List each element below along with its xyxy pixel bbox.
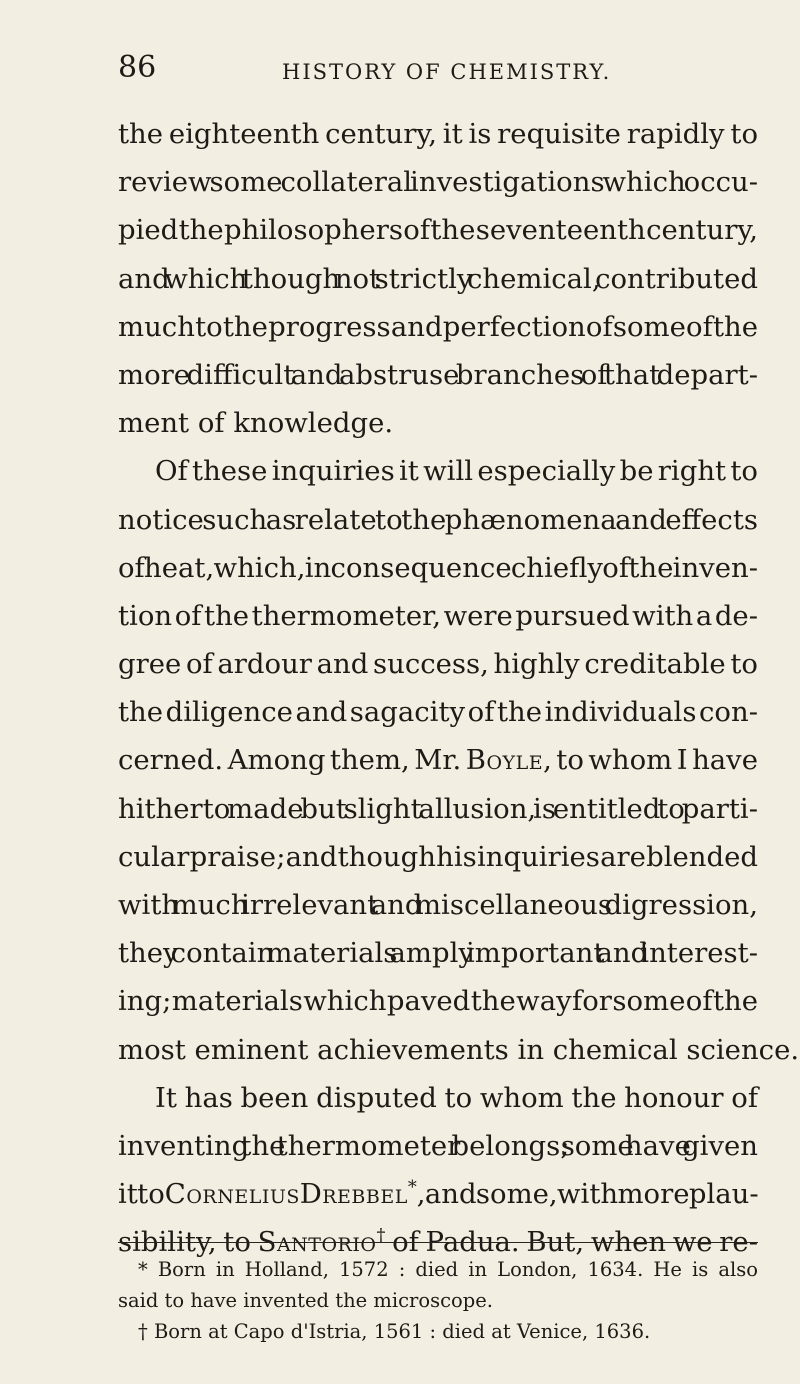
paragraph-start-line: [118, 1074, 758, 1122]
text-line-content: Of these inquiries it will especially be right to: [155, 455, 758, 488]
footnote-drebbel: [118, 1254, 758, 1285]
text-line: [118, 785, 758, 833]
text-line-content: of heat, which, in consequence chiefly of the inven-: [118, 551, 758, 584]
text-line-content: ing; materials which paved the way for some of the: [118, 985, 758, 1018]
person-name-drebbel: Cornelius Drebbel: [164, 1178, 408, 1211]
text-line-content: and which though not strictly chemical, contributed: [118, 262, 758, 295]
footnote-marker: †: [376, 1225, 386, 1247]
text-line-content: the diligence and sagacity of the individuals con-: [118, 696, 758, 729]
footnotes: [118, 1254, 758, 1347]
footnote-text: said to have invented the microscope.: [118, 1289, 493, 1312]
text-line-content: ment of knowledge.: [118, 407, 394, 440]
text-line: [118, 496, 758, 544]
text-line-content: pied the philosophers of the seventeenth century,: [118, 214, 758, 247]
text-line: [118, 881, 758, 929]
text-line: [118, 544, 758, 592]
text-line-content: review some collateral investigations which occu-: [118, 166, 758, 199]
text-line: [118, 255, 758, 303]
text-line: [118, 977, 758, 1025]
text-line: [118, 929, 758, 977]
footnote-text: * Born in Holland, 1572 : died in London, 1634. He is also: [138, 1258, 758, 1281]
text-line-content: tion of the thermometer, were pursued with a de-: [118, 599, 758, 632]
person-name-boyle: Boyle: [465, 744, 544, 777]
text-line-content: gree of ardour and success, highly creditable to: [118, 648, 758, 681]
text-line: [118, 592, 758, 640]
text-line-content: much to the progress and perfection of some of the: [118, 310, 758, 343]
footnote-divider: [118, 1242, 758, 1243]
text-line-content: cular praise ; and though his inquiries are blended: [118, 840, 758, 873]
text-line: [118, 736, 758, 784]
text-line: [118, 351, 758, 399]
body-text: [118, 110, 800, 1267]
text-line-content: [118, 736, 758, 784]
text-line-content: more difficult and abstruse branches of that depart-: [118, 358, 758, 391]
text-line-content: inventing the thermometer belongs; some have given: [118, 1129, 758, 1162]
text-line-content: hitherto made but slight allusion, is entitled to parti-: [118, 792, 758, 825]
text-line: [118, 158, 758, 206]
text-segment: of Padua. But, when we re-: [392, 1226, 759, 1259]
text-line-content: notice such as relate to the phænomena and effects: [118, 503, 758, 536]
running-title: HISTORY OF CHEMISTRY.: [282, 60, 612, 84]
page-number: 86: [118, 50, 157, 85]
person-name-santorio: Santorio: [257, 1226, 377, 1259]
footnote-continuation: [118, 1285, 758, 1316]
text-line: [118, 110, 758, 158]
text-line-content: they contain materials amply important and interest-: [118, 937, 758, 970]
text-line-content: with much irrelevant and miscellaneous digression,: [118, 889, 758, 921]
text-line-content: [118, 1170, 759, 1218]
text-line: [118, 303, 758, 351]
text-segment: it to: [118, 1178, 165, 1211]
text-segment: cerned. Among them, Mr.: [118, 744, 462, 777]
text-line: [118, 206, 758, 254]
text-segment: sibility, to: [118, 1226, 251, 1259]
text-line-content: It has been disputed to whom the honour of: [155, 1081, 758, 1114]
text-line-content: the eighteenth century, it is requisite rapidly to: [118, 118, 758, 150]
text-line: [118, 640, 758, 688]
footnote-text: † Born at Capo d'Istria, 1561 : died at Venice, 1636.: [138, 1320, 651, 1343]
text-line: [118, 399, 758, 447]
text-segment: , to whom I have: [543, 744, 758, 777]
text-line: [118, 1026, 800, 1074]
text-line-content: most eminent achievements in chemical science.: [118, 1033, 800, 1066]
text-line: [118, 688, 758, 736]
text-line: [118, 833, 758, 881]
text-line: [118, 1170, 758, 1218]
footnote-santorio: [118, 1316, 758, 1347]
paragraph-start-line: [118, 447, 758, 495]
text-line: [118, 1122, 758, 1170]
footnote-marker: *: [407, 1176, 417, 1198]
text-segment: , and some, with more plau-: [416, 1178, 759, 1211]
